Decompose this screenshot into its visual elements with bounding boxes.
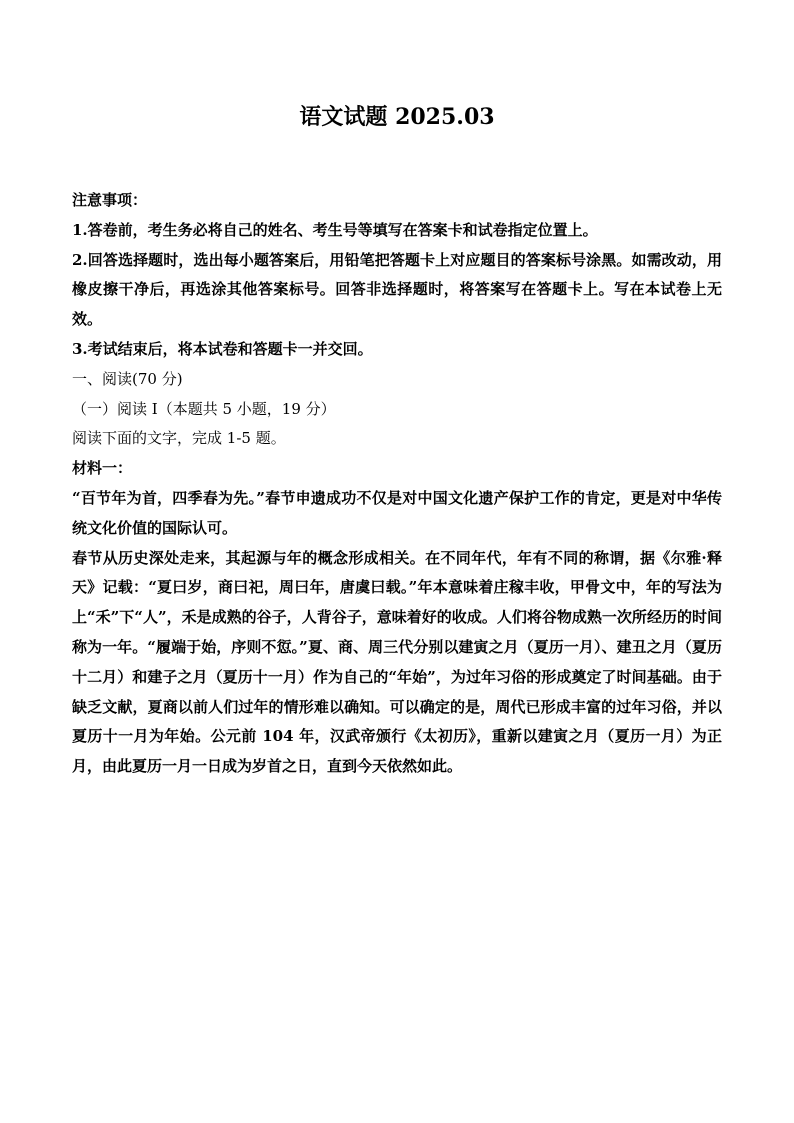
- subsection-heading: （一）阅读 I（本题共 5 小题，19 分）: [72, 399, 336, 418]
- exam-body: [72, 186, 722, 782]
- material-label: 材料一：: [72, 459, 133, 478]
- notice-item-1: 1.答卷前，考生务必将自己的姓名、考生号等填写在答案卡和试卷指定位置上。: [72, 220, 598, 239]
- instruction: 阅读下面的文字，完成 1-5 题。: [72, 429, 286, 448]
- exam-title: 语文试题 2025.03: [299, 104, 495, 130]
- notice-heading: 注意事项：: [72, 191, 148, 209]
- paragraph-1: “百节年为首，四季春为先。”春节申遗成功不仅是对中国文化遗产保护工作的肯定，更是对中华传统文化价值的国际认可。: [72, 488, 722, 537]
- section-heading: 一、阅读(70 分): [72, 369, 183, 388]
- paragraph-2: 春节从历史深处走来，其起源与年的概念形成相关。在不同年代，年有不同的称谓，据《尔雅·释天》记载：“夏曰岁，商曰祀，周曰年，唐虞曰载。”年本意味着庄稼丰收，甲骨文中，年的写法为上“禾”下“人”，禾是成熟的谷子，人背谷子，意味着好的收成。人们将谷物成熟一次所经历的时间称为一年。“履端于始，序则不愆。”夏、商、周三代分别以建寅之月（夏历一月）、建丑之月（夏历十二月）和建子之月（夏历十一月）作为自己的“年始”，为过年习俗的形成奠定了时间基础。由于缺乏文献，夏商以前人们过年的情形难以确知。可以确定的是，周代已形成丰富的过年习俗，并以夏历十一月为年始。公元前 104 年，汉武帝颁行《太初历》，重新以建寅之月（夏历一月）为正月，由此夏历一月一日成为岁首之日，直到今天依然如此。: [72, 548, 722, 776]
- notice-item-2: 2.回答选择题时，选出每小题答案后，用铅笔把答题卡上对应题目的答案标号涂黑。如需改动，用橡皮擦干净后，再选涂其他答案标号。回答非选择题时，将答案写在答题卡上。写在本试卷上无效。: [72, 250, 722, 329]
- notice-item-3: 3.考试结束后，将本试卷和答题卡一并交回。: [72, 339, 373, 358]
